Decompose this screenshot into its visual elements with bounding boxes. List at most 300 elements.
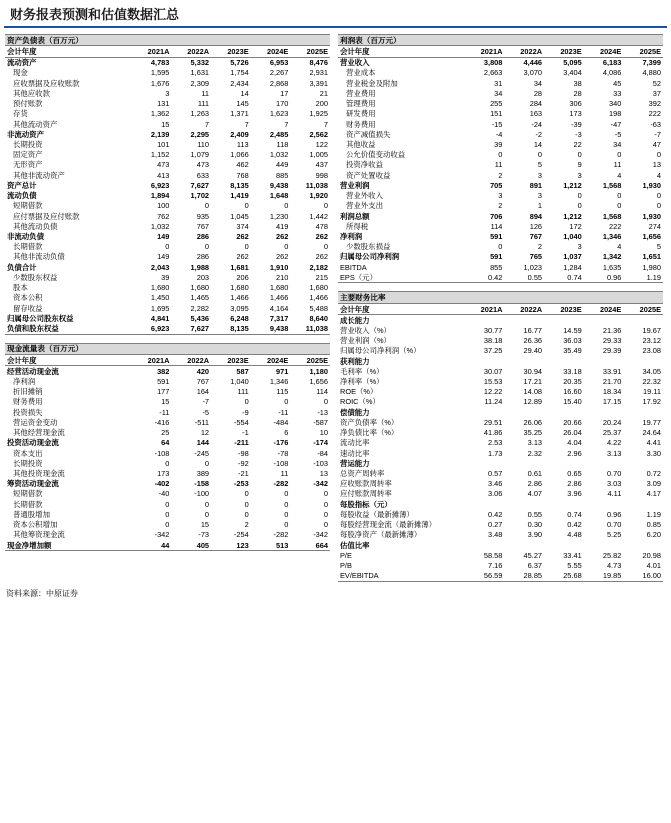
table-row <box>5 272 330 282</box>
spacer-cell <box>504 540 544 550</box>
financial-ratios-body <box>338 315 663 582</box>
row-value-4: 37 <box>652 88 661 98</box>
row-value-3: 6,183 <box>602 58 622 68</box>
row-label: 负债和股东权益 <box>5 323 132 334</box>
row-label: 净负债比率（%） <box>340 428 399 438</box>
row-value-4: 1.19 <box>646 509 661 519</box>
left-column <box>5 34 330 582</box>
table-row <box>5 323 330 334</box>
row-value-4: 4.41 <box>646 438 661 448</box>
spacer-cell <box>623 315 663 326</box>
row-value-3: -5 <box>614 129 622 139</box>
row-label: 资产负债率（%） <box>340 417 399 427</box>
row-value-3: 262 <box>275 252 289 262</box>
ratio-group-label <box>338 356 663 366</box>
spacer-cell <box>465 499 505 509</box>
row-value-1: 5,332 <box>190 58 210 68</box>
row-value-3: 1,032 <box>269 150 289 160</box>
balance-sheet-year-row <box>5 46 330 57</box>
row-value-1: 14.08 <box>523 387 543 397</box>
row-value-2: 14.59 <box>563 325 582 335</box>
row-value-4: 0 <box>323 520 328 530</box>
row-value-4: 1,930 <box>642 180 661 190</box>
row-value-4: 3.30 <box>646 448 661 458</box>
row-label: 其他收益 <box>346 140 376 149</box>
row-value-1: 0 <box>537 150 543 160</box>
row-value-3: 0 <box>284 509 289 519</box>
row-value-0: 11.24 <box>484 397 503 407</box>
balance-sheet-header-label: 资产负债表（百万元） <box>5 35 330 46</box>
row-value-2: 206 <box>236 272 249 282</box>
cash-flow-header-label: 现金流量表（百万元） <box>5 343 330 354</box>
row-value-1: 3,070 <box>523 68 543 78</box>
row-label: 所得税 <box>346 221 369 231</box>
row-value-2: 262 <box>236 231 249 241</box>
row-value-2: 123 <box>211 540 251 551</box>
row-value-1: 473 <box>196 160 210 170</box>
row-value-1: -2 <box>535 129 543 139</box>
row-label: 应付账款周转率 <box>340 489 392 499</box>
row-value-1: 6.37 <box>527 560 543 570</box>
row-label: 其他应收款 <box>13 88 50 98</box>
row-label: 少数股东损益 <box>346 242 391 252</box>
year-4: 2025E <box>623 46 663 57</box>
row-label: 其他流动资产 <box>13 119 58 129</box>
row-value-4: 0 <box>656 150 661 160</box>
row-value-4: 1,980 <box>642 262 661 272</box>
row-value-1: 29.40 <box>523 346 543 356</box>
row-value-2: 0 <box>244 509 249 519</box>
table-row <box>5 509 330 519</box>
row-value-1: -73 <box>198 530 210 540</box>
row-label: 营业利润 <box>340 180 370 190</box>
row-label: 净利率（%） <box>340 377 384 387</box>
row-value-4: 7 <box>323 119 328 129</box>
table-row <box>5 191 330 201</box>
year-4: 2025E <box>290 355 330 366</box>
row-value-3: 885 <box>275 170 289 180</box>
row-value-4: 0.85 <box>646 520 661 530</box>
row-value-4: 21 <box>319 88 328 98</box>
row-value-0: 1,362 <box>150 109 170 119</box>
row-value-2: 2 <box>244 520 249 530</box>
row-value-4: 52 <box>652 78 661 88</box>
table-row <box>5 438 330 448</box>
row-label: 其他筹资现金流 <box>13 530 65 540</box>
year-label: 会计年度 <box>5 355 132 366</box>
right-column <box>338 34 663 582</box>
table-row <box>5 150 330 160</box>
table-row <box>338 170 663 180</box>
row-value-3: 1,910 <box>269 262 289 272</box>
row-value-2: 6,248 <box>230 313 249 323</box>
table-row <box>338 88 663 98</box>
row-value-3: 1,568 <box>602 180 622 190</box>
spacer-cell <box>584 315 624 326</box>
row-value-0: 2.53 <box>488 438 503 448</box>
row-value-2: 1,754 <box>230 68 249 78</box>
row-value-2: 22 <box>573 140 582 149</box>
row-value-4: 998 <box>315 170 328 180</box>
row-value-2: 374 <box>236 221 249 231</box>
row-value-0: 101 <box>157 140 170 149</box>
row-value-3: -11 <box>278 407 289 417</box>
row-value-0: 2 <box>498 170 503 180</box>
table-row <box>338 262 663 272</box>
row-value-3: 7 <box>284 119 289 129</box>
row-value-0: 6,923 <box>150 180 170 190</box>
row-value-0: 4,841 <box>150 313 170 323</box>
table-row <box>5 119 330 129</box>
row-value-3: 20.24 <box>602 417 622 427</box>
spacer-cell <box>584 356 624 366</box>
spacer-cell <box>584 458 624 468</box>
spacer-cell <box>504 458 544 468</box>
row-value-2: -9 <box>242 407 249 417</box>
year-1: 2022A <box>504 303 544 314</box>
row-value-2: 2.96 <box>567 448 582 458</box>
row-label: 长期投资 <box>13 458 43 468</box>
row-label: 少数股东权益 <box>13 272 58 282</box>
table-row <box>338 366 663 376</box>
row-value-0: 1,152 <box>150 150 170 160</box>
table-row <box>338 129 663 139</box>
row-value-0: -4 <box>495 129 503 139</box>
row-value-2: 2.86 <box>567 479 582 489</box>
row-label: 预付账款 <box>13 99 43 109</box>
table-row <box>338 211 663 221</box>
row-value-2: 0 <box>577 150 582 160</box>
spacer-cell <box>465 540 505 550</box>
row-value-4: 19.67 <box>642 325 661 335</box>
row-value-2: 28 <box>573 88 582 98</box>
row-value-3: 4.22 <box>606 438 622 448</box>
row-value-2: 9 <box>577 160 582 170</box>
row-label: 应收票据及应收账款 <box>13 78 80 88</box>
row-value-1: 4,446 <box>523 58 543 68</box>
table-row <box>5 313 330 323</box>
source-note: 资料来源：中原证券 <box>6 588 78 598</box>
row-value-2: 0.74 <box>567 509 582 519</box>
year-0: 2021A <box>465 303 505 314</box>
row-value-3: 0 <box>284 520 289 530</box>
row-value-1: -100 <box>194 489 210 499</box>
row-value-4: 10 <box>319 428 328 438</box>
row-value-1: 891 <box>529 180 543 190</box>
row-value-0: 44 <box>132 540 172 551</box>
row-label: 投资净收益 <box>346 160 383 170</box>
row-value-1: 126 <box>529 221 543 231</box>
spacer-cell <box>465 315 505 326</box>
cash-flow-body <box>5 366 330 551</box>
ratio-group-name: 每股指标（元） <box>340 499 392 509</box>
row-value-0: 1,032 <box>150 221 170 231</box>
row-label: ROE（%） <box>340 387 378 397</box>
row-value-2: 16.60 <box>563 387 582 397</box>
spacer-cell <box>504 356 544 366</box>
row-value-4: 3.09 <box>646 479 661 489</box>
row-label: 现金 <box>13 68 28 78</box>
table-row <box>338 448 663 458</box>
row-label: 营业收入（%） <box>340 325 391 335</box>
row-value-1: 767 <box>196 377 210 387</box>
row-label: 其他经营现金流 <box>13 428 65 438</box>
row-value-1: 767 <box>529 231 543 241</box>
row-value-3: 6 <box>284 428 289 438</box>
table-row <box>5 99 330 109</box>
row-value-3: 0 <box>284 201 289 211</box>
ratio-group-label <box>338 458 663 468</box>
row-value-0: 38.18 <box>483 336 503 346</box>
row-value-0: 149 <box>157 231 170 241</box>
ratio-group-name: 估值比率 <box>340 540 370 550</box>
row-value-0: 591 <box>490 252 503 262</box>
row-value-4: 5,488 <box>309 303 328 313</box>
row-value-2: -554 <box>233 417 249 427</box>
row-value-0: 0.42 <box>488 509 503 519</box>
row-value-1: 2,282 <box>190 303 210 313</box>
row-value-4: 7,399 <box>642 58 661 68</box>
row-value-1: 2.32 <box>527 448 543 458</box>
table-row <box>5 376 330 386</box>
row-value-4: 17.92 <box>642 397 661 407</box>
ratio-group-label <box>338 407 663 417</box>
table-row <box>338 417 663 427</box>
row-value-3: 170 <box>275 99 289 109</box>
row-value-4: 24.64 <box>642 428 661 438</box>
row-label: 流动资产 <box>7 58 37 68</box>
row-value-4: 2,562 <box>309 129 328 139</box>
row-value-2: 0 <box>244 499 249 509</box>
row-label: 净利润 <box>13 377 36 387</box>
table-row <box>338 99 663 109</box>
row-value-4: 478 <box>315 221 328 231</box>
row-value-2: 768 <box>236 170 249 180</box>
row-value-1: 1,988 <box>190 262 210 272</box>
spacer-cell <box>544 315 584 326</box>
row-value-1: 1,702 <box>190 191 210 201</box>
table-row <box>338 78 663 88</box>
row-label: 长期借款 <box>13 499 43 509</box>
table-row <box>338 346 663 356</box>
table-row <box>5 160 330 170</box>
row-value-3: 25.82 <box>602 550 622 560</box>
row-value-0: 29.51 <box>483 417 503 427</box>
row-value-1: 1,263 <box>190 109 210 119</box>
row-value-3: 513 <box>251 540 291 551</box>
row-value-1: 34 <box>533 78 543 88</box>
income-statement-header <box>338 35 663 46</box>
table-row <box>5 252 330 262</box>
row-value-4: 47 <box>652 140 661 149</box>
row-value-3: -282 <box>273 479 289 489</box>
row-value-0: 31 <box>494 78 503 88</box>
row-value-3: 0 <box>284 242 289 252</box>
row-value-1: 0 <box>204 242 210 252</box>
row-value-0: 1,680 <box>150 283 170 293</box>
row-value-0: 1,450 <box>150 293 170 303</box>
row-label: 经营活动现金流 <box>7 366 59 376</box>
row-value-3: 1,346 <box>602 231 622 241</box>
table-row <box>338 160 663 170</box>
spacer-cell <box>465 407 505 417</box>
row-value-1: 0.61 <box>527 469 543 478</box>
ratio-group-label <box>338 315 663 326</box>
row-value-4: 1,180 <box>309 366 328 376</box>
row-value-0: 3.48 <box>488 530 503 540</box>
row-value-2: 15.40 <box>563 397 582 407</box>
row-value-1: 765 <box>529 252 543 262</box>
row-label: EV/EBITDA <box>338 571 465 582</box>
row-value-4: 4,880 <box>642 68 661 78</box>
row-value-2: 0.74 <box>544 272 584 283</box>
row-value-1: 3 <box>537 170 543 180</box>
table-row <box>5 221 330 231</box>
spacer-cell <box>504 407 544 417</box>
row-value-0: -416 <box>154 417 170 427</box>
table-row <box>338 272 663 283</box>
row-value-3: 0 <box>284 397 289 407</box>
row-value-1: 12.89 <box>523 397 543 407</box>
row-value-1: 14 <box>533 140 543 149</box>
row-value-0: 0 <box>165 509 170 519</box>
row-value-3: 0.96 <box>584 272 624 283</box>
row-value-0: 2,043 <box>150 262 170 272</box>
row-value-4: 19.77 <box>642 417 661 427</box>
spacer-cell <box>504 315 544 326</box>
table-row <box>338 387 663 397</box>
row-value-4: -342 <box>313 530 328 540</box>
spacer-cell <box>584 540 624 550</box>
spacer-cell <box>544 540 584 550</box>
row-value-2: 0 <box>244 397 249 407</box>
row-value-0: 0.42 <box>465 272 505 283</box>
row-value-2: 1,045 <box>230 211 249 221</box>
table-row <box>5 489 330 499</box>
balance-sheet-header <box>5 35 330 46</box>
row-value-4: 262 <box>315 231 328 241</box>
row-value-2: 35.49 <box>563 346 582 356</box>
row-value-3: 21.70 <box>602 377 622 387</box>
table-row <box>5 211 330 221</box>
row-value-0: 705 <box>490 180 503 190</box>
row-value-4: 11,038 <box>290 323 330 334</box>
spacer-cell <box>623 356 663 366</box>
row-value-2: 8,135 <box>211 323 251 334</box>
row-value-1: -5 <box>202 407 210 417</box>
row-label: 固定资产 <box>13 150 43 160</box>
row-value-1: 144 <box>196 438 210 448</box>
row-label: 营业费用 <box>346 88 376 98</box>
year-3: 2024E <box>251 355 291 366</box>
row-value-4: -13 <box>317 407 328 417</box>
row-value-3: 1,623 <box>269 109 289 119</box>
row-value-4: 2,182 <box>309 262 328 272</box>
row-value-1: -24 <box>531 119 543 129</box>
year-label: 会计年度 <box>338 303 465 314</box>
row-label: 折旧摊销 <box>13 387 43 397</box>
row-value-0: 151 <box>490 109 503 119</box>
row-value-2: 111 <box>237 387 249 397</box>
row-label: 每股经营现金流（最新摊薄） <box>340 520 437 530</box>
row-value-0: -402 <box>154 479 170 489</box>
row-value-1: 286 <box>196 231 210 241</box>
row-value-0: 0 <box>165 520 170 530</box>
row-value-3: 19.85 <box>584 571 624 582</box>
row-value-0: 39 <box>494 140 503 149</box>
row-label: 归属母公司净利润（%） <box>340 346 421 356</box>
year-1: 2022A <box>504 46 544 57</box>
row-value-1: 28 <box>533 88 543 98</box>
row-value-3: 34 <box>613 140 622 149</box>
year-label: 会计年度 <box>338 46 465 57</box>
row-label: 资产总计 <box>7 180 37 190</box>
row-value-2: 1,066 <box>230 150 249 160</box>
row-value-2: 36.03 <box>563 336 582 346</box>
spacer-cell <box>584 499 624 509</box>
year-1: 2022A <box>171 46 211 57</box>
row-value-2: 3,404 <box>563 68 582 78</box>
row-label: EPS（元） <box>338 272 465 283</box>
table-row <box>338 221 663 231</box>
table-row <box>5 180 330 190</box>
table-row <box>338 109 663 119</box>
row-value-3: 2,267 <box>269 68 289 78</box>
spacer-cell <box>544 356 584 366</box>
year-4: 2025E <box>623 303 663 314</box>
row-value-0: 149 <box>157 252 170 262</box>
row-value-1: 0 <box>204 201 210 211</box>
row-value-1: 28.85 <box>504 571 544 582</box>
row-value-3: 4,086 <box>602 68 622 78</box>
row-value-2: 33.18 <box>563 366 582 376</box>
row-value-3: -484 <box>273 417 289 427</box>
row-value-3: -176 <box>273 438 289 448</box>
row-value-1: 1,680 <box>190 283 210 293</box>
row-value-4: 274 <box>648 221 661 231</box>
row-value-0: 0 <box>498 150 503 160</box>
year-0: 2021A <box>132 355 172 366</box>
row-value-1: 0.55 <box>527 509 543 519</box>
table-row <box>5 366 330 377</box>
row-value-1: 894 <box>529 211 543 221</box>
table-row <box>338 191 663 201</box>
row-value-1: 35.25 <box>523 428 543 438</box>
row-value-0: 0 <box>498 242 503 252</box>
row-value-1: 1,631 <box>190 68 210 78</box>
table-row <box>338 550 663 560</box>
row-value-3: 11 <box>613 160 622 170</box>
row-value-1: 5 <box>537 160 543 170</box>
row-value-2: -253 <box>233 479 249 489</box>
row-value-4: 4.01 <box>646 560 661 570</box>
row-value-0: 39 <box>161 272 170 282</box>
table-row <box>338 571 663 582</box>
row-label: 筹资活动现金流 <box>7 479 59 489</box>
row-value-3: 0.96 <box>606 509 622 519</box>
row-value-0: 0 <box>165 458 170 468</box>
row-value-4: -587 <box>313 417 328 427</box>
row-value-3: 18.34 <box>602 387 622 397</box>
table-row <box>338 325 663 335</box>
row-value-0: 131 <box>157 99 170 109</box>
row-value-0: 0.57 <box>488 469 503 478</box>
row-value-3: 0 <box>617 150 622 160</box>
row-value-3: 0.70 <box>606 469 622 478</box>
row-value-3: 1,680 <box>269 283 289 293</box>
row-value-1: -511 <box>194 417 210 427</box>
spacer-cell <box>623 458 663 468</box>
